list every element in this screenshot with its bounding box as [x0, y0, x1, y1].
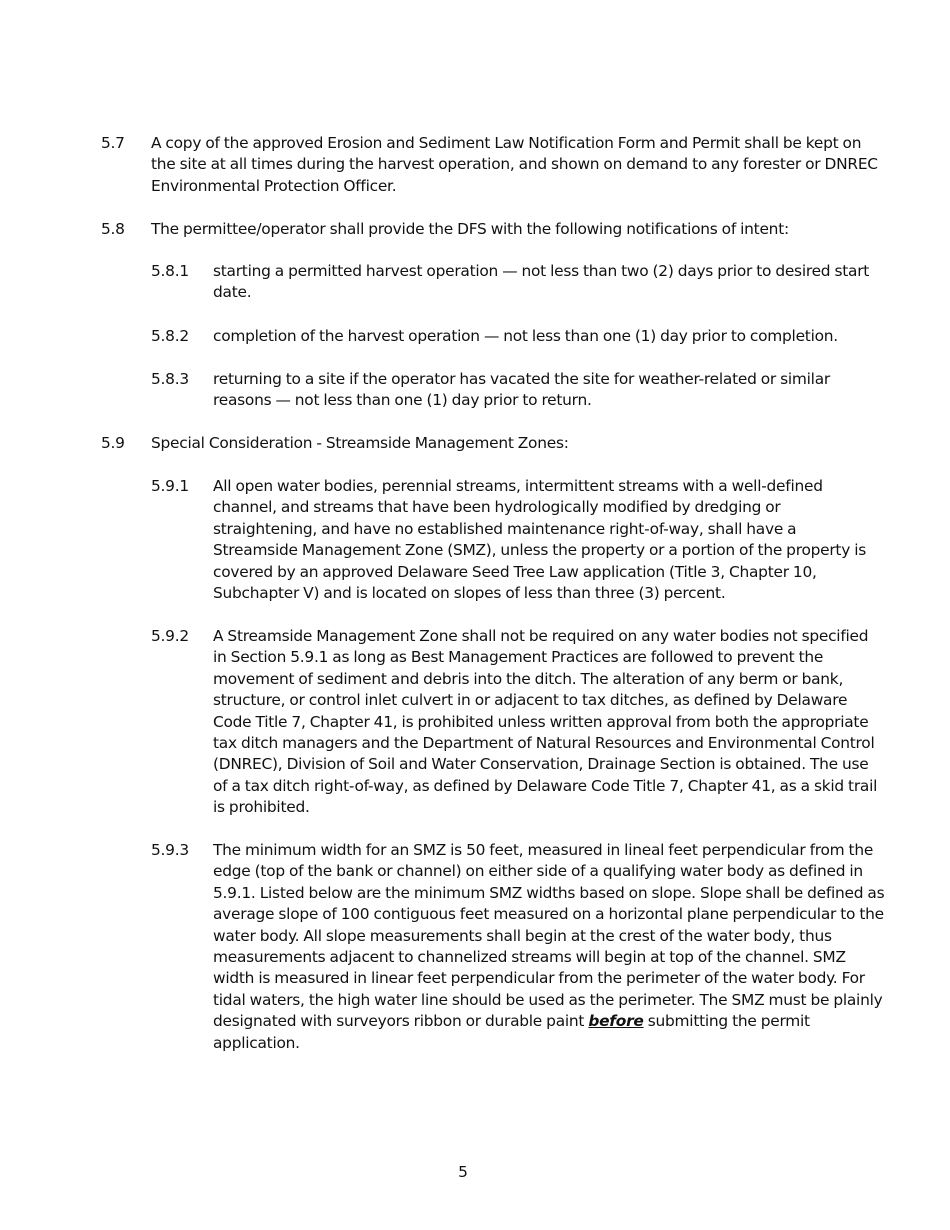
section-5-9-3 — [151, 840, 885, 1054]
section-5-8 — [101, 219, 885, 240]
section-5-8-2 — [151, 326, 885, 347]
section-number: 5.8.3 — [151, 370, 189, 388]
section-5-8-1 — [151, 261, 885, 304]
section-text-main: The minimum width for an SMZ is 50 feet, measured in lineal feet perpendicular from the edge (top of the bank or channel) on either side of a qualifying water body as defined in 5.9.1. Listed below are the minimum SMZ widths based on slope. Slope shall be defined as average slope of 100 contiguous feet measured on a horizontal plane perpendicular to the water body. All slope measurements shall begin at the crest of the water body, thus measurements adjacent to channelized streams will begin at top of the channel. SMZ width is measured in linear feet perpendicular from the perimeter of the water body. For tidal waters, the high water line should be used as the perimeter. The SMZ must be plainly designated with surveyors ribbon or durable paint — [213, 841, 885, 1031]
section-text: A Streamside Management Zone shall not be required on any water bodies not specified in Section 5.9.1 as long as Best Management Practices are followed to prevent the movement of sediment and debris into the ditch. The alteration of any berm or bank, structure, or control inlet culvert in or adjacent to tax ditches, as defined by Delaware Code Title 7, Chapter 41, is prohibited unless written approval from both the appropriate tax ditch managers and the Department of Natural Resources and Environmental Control (DNREC), Division of Soil and Water Conservation, Drainage Section is obtained. The use of a tax ditch right-of-way, as defined by Delaware Code Title 7, Chapter 41, as a skid trail is prohibited. — [213, 627, 878, 817]
section-text: completion of the harvest operation — not less than one (1) day prior to completion. — [213, 327, 838, 345]
section-heading: Special Consideration - Streamside Management Zones: — [151, 434, 569, 452]
section-5-7 — [101, 133, 885, 197]
section-5-9-1 — [151, 476, 885, 604]
section-text: The permittee/operator shall provide the DFS with the following notifications of intent: — [151, 220, 789, 238]
section-number: 5.9.3 — [151, 841, 189, 859]
section-5-8-3 — [151, 369, 885, 412]
section-number: 5.9 — [101, 434, 125, 452]
page-number: 5 — [458, 1163, 468, 1181]
section-number: 5.8 — [101, 220, 125, 238]
emphasis-before: before — [588, 1012, 644, 1031]
section-text — [213, 840, 885, 1054]
section-5-9-2 — [151, 626, 885, 819]
section-text: starting a permitted harvest operation — not less than two (2) days prior to desired start date. — [213, 262, 870, 302]
section-text: returning to a site if the operator has vacated the site for weather-related or similar reasons — not less than one (1) day prior to return. — [213, 370, 830, 410]
section-number: 5.8.2 — [151, 327, 189, 345]
section-number: 5.9.2 — [151, 627, 189, 645]
section-number: 5.7 — [101, 134, 125, 152]
section-text-end: submitting the permit application. — [213, 1012, 810, 1052]
section-number: 5.8.1 — [151, 262, 189, 280]
section-text: A copy of the approved Erosion and Sediment Law Notification Form and Permit shall be kept on the site at all times during the harvest operation, and shown on demand to any forester or DNREC Environmental Protection Officer. — [151, 134, 878, 195]
section-5-9 — [101, 433, 885, 454]
section-text: All open water bodies, perennial streams, intermittent streams with a well-defined channel, and streams that have been hydrologically modified by dredging or straightening, and have no established maintenance right-of-way, shall have a Streamside Management Zone (SMZ), unless the property or a portion of the property is covered by an approved Delaware Seed Tree Law application (Title 3, Chapter 10, Subchapter V) and is located on slopes of less than three (3) percent. — [213, 477, 866, 603]
section-number: 5.9.1 — [151, 477, 189, 495]
